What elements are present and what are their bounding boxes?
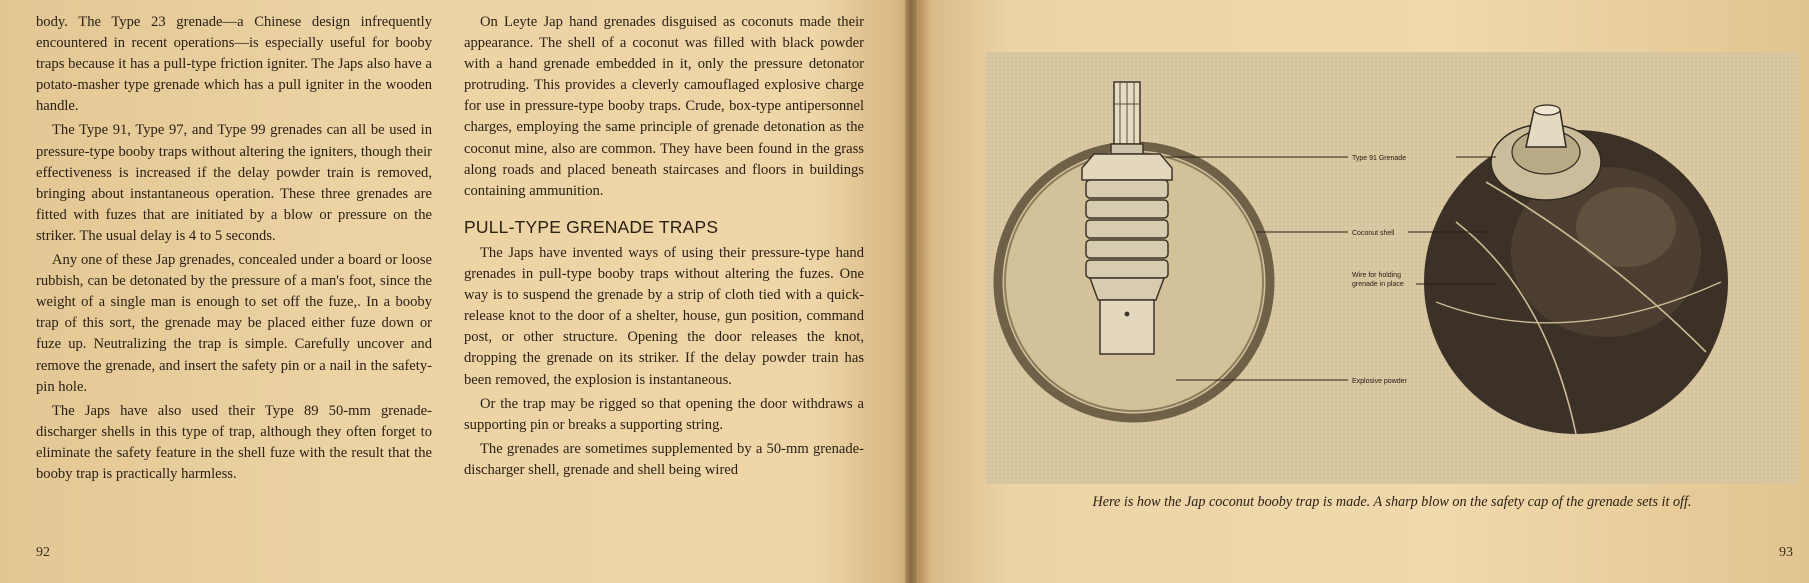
label-type-91-grenade: Type 91 Grenade (1352, 155, 1407, 162)
label-wire-line-2: grenade in place (1352, 281, 1404, 288)
paragraph: The Japs have also used their Type 89 50-mm grenade-discharger shells in this type of trap, although they often forget to eliminate the safety feature in the shell fuze with the result that the booby trap is practically harmless. (36, 402, 432, 482)
page-number: 93 (1779, 545, 1793, 560)
label-coconut-shell: Coconut shell (1352, 230, 1395, 237)
paragraph: The Japs have invented ways of using their pressure-type hand grenades in pull-type booby traps without altering the fuzes. One way is to suspend the grenade by a strip of cloth tied with a quick-release knot to the door of a shelter, house, gun position, command post, or other structure. Opening the door releases the knot, dropping the grenade on its striker. If the delay powder train has been removed, the explosion is instantaneous. (464, 244, 864, 388)
figure-caption: Here is how the Jap coconut booby trap is made. A sharp blow on the safety cap of the grenade sets it off. (1092, 494, 1692, 510)
paragraph: The Type 91, Type 97, and Type 99 grenades can all be used in pressure-type booby traps without altering the igniters, though their effectiveness is increased if the delay powder train is removed, bringing about instantaneous operation. These three grenades are fitted with fuzes that are initiated by a blow or pressure on the striker. The usual delay is 4 to 5 seconds. (36, 122, 432, 244)
left-column (36, 12, 432, 485)
whole-coconut (1424, 105, 1728, 434)
label-explosive-powder: Explosive powder (1352, 378, 1407, 385)
coconut-grenade-illustration (986, 52, 1798, 484)
illustration-drawing (986, 52, 1798, 484)
page-number: 92 (36, 545, 50, 560)
label-wire-line-1: Wire for holding (1352, 272, 1402, 279)
right-page (915, 0, 1809, 583)
paragraph: On Leyte Jap hand grenades disguised as coconuts made their appearance. The shell of a coconut was filled with black powder with a hand grenade embedded in it, only the pressure detonator protruding. This provides a cleverly camouflaged explosive charge for use in pressure-type booby traps. Crude, box-type antipersonnel charges, employing the same principle of grenade detonation as the coconut mine, also are common. They have been found in the grass along roads and placed beneath staircases and floors in buildings containing ammunition. (464, 14, 864, 199)
right-column (464, 12, 864, 481)
paragraph: Any one of these Jap grenades, concealed under a board or loose rubbish, can be detonated by the pressure of a man's foot, since the weight of a single man is enough to set off the fuze,. In a booby trap of this sort, the grenade may be placed either fuze down or fuze up. Neutralizing the trap is simple. Carefully uncover and remove the grenade, and insert the safety pin or a nail in the safety-pin hole. (36, 252, 432, 395)
section-heading: PULL-TYPE GRENADE TRAPS (464, 216, 719, 237)
paragraph: The grenades are sometimes supplemented by a 50-mm grenade-discharger shell, grenade and shell being wired (464, 440, 864, 478)
paragraph: body. The Type 23 grenade—a Chinese design infrequently encountered in recent operations—is especially useful for booby traps because it has a pull-type friction igniter. The Japs also have a potato-masher type grenade which has a pull igniter in the wooden handle. (36, 14, 432, 115)
paragraph: Or the trap may be rigged so that opening the door withdraws a supporting pin or breaks a supporting string. (464, 395, 864, 433)
